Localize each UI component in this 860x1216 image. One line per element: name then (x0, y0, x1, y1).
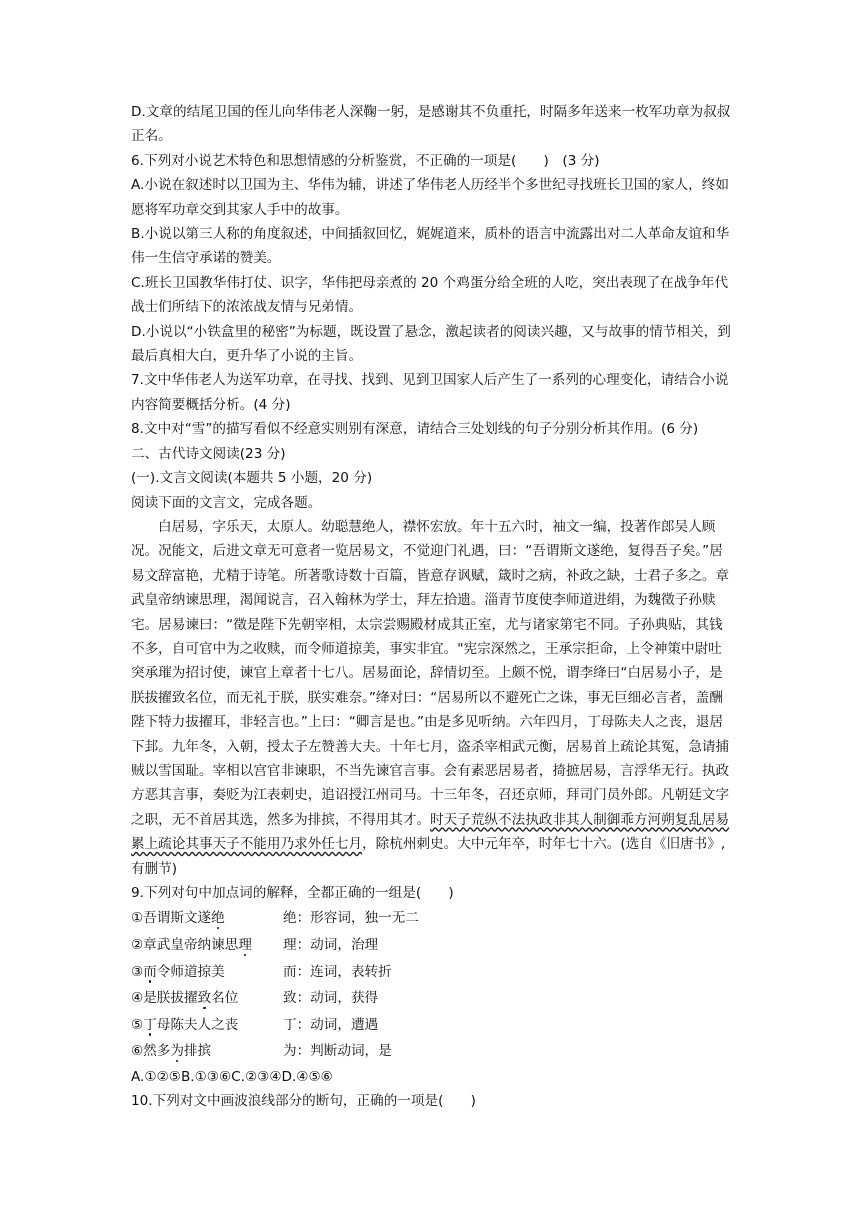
gloss: 致：动词，获得 (283, 990, 379, 1007)
question-8: 8.文中对“雪”的描写看似不经意实则别有深意，请结合三处划线的句子分别分析其作用。(6 分) (131, 421, 699, 438)
q9-options: A.①②⑤B.①③⑥C.②③④D.④⑤⑥ (131, 1068, 333, 1085)
gloss: 绝：形容词，独一无二 (283, 910, 419, 927)
list-item: ⑥然多为排摈 为：判断动词，是 (131, 1038, 731, 1065)
dotted-word: 绝 (211, 910, 225, 927)
list-item: ②章武皇帝纳谏思理 理：动词，治理 (131, 932, 731, 959)
option-d-q5: D.文章的结尾卫国的侄儿向华伟老人深鞠一躬，是感谢其不负重托，时隔多年送来一枚军功章为叔叔正名。 (131, 104, 731, 145)
question-10: 10.下列对文中画波浪线部分的断句，正确的一项是( ) (131, 1093, 476, 1110)
dotted-word: 理 (238, 937, 252, 953)
question-9: 9.下列对句中加点词的解释，全都正确的一组是( ) (131, 885, 454, 901)
gloss: 而：连词，表转折 (283, 963, 392, 980)
dotted-word: 而 (143, 963, 157, 980)
dotted-word: 致 (197, 990, 212, 1007)
list-item: ④是朕拔擢致名位 致：动词，获得 (131, 985, 731, 1012)
gloss: 理：动词，治理 (283, 937, 379, 953)
q6-option-c: C.班长卫国教华伟打仗、识字，华伟把母亲煮的 20 个鸡蛋分给全班的人吃，突出表现了在战争年代战士们所结下的浓浓战友情与兄弟情。 (131, 274, 729, 316)
question-7: 7.文中华伟老人为送军功章，在寻找、找到、见到卫国家人后产生了一系列的心理变化，请结合小说内容简要概括分析。(4 分) (131, 372, 729, 413)
list-item: ⑤丁母陈夫人之丧 丁：动词，遭遇 (131, 1012, 731, 1039)
page-content (131, 100, 731, 1114)
instructions: 阅读下面的文言文，完成各题。 (131, 494, 322, 511)
q9-item-list (131, 905, 731, 1065)
q6-option-b: B.小说以第三人称的角度叙述，中间插叙回忆，娓娓道来，质朴的语言中流露出对二人革命友谊和华伟一生信守承诺的赞美。 (131, 226, 730, 267)
dotted-word: 丁 (143, 1016, 157, 1033)
classical-passage (131, 515, 731, 881)
q6-option-d: D.小说以“小铁盒里的秘密”为标题，既设置了悬念，激起读者的阅读兴趣，又与故事的情节相关，到最后真相大白，更升华了小说的主旨。 (131, 323, 731, 365)
section-heading: 二、古代诗文阅读(23 分) (131, 445, 286, 462)
list-item: ③而令师道掠美 而：连词，表转折 (131, 959, 731, 986)
passage-tail: ，除杭州刺史。大中元年卒，时年七十六。(选自《旧唐书》,有删节) (131, 836, 726, 877)
gloss: 为：判断动词，是 (283, 1043, 392, 1060)
gloss: 丁：动词，遭遇 (283, 1016, 379, 1033)
list-item: ①吾谓斯文遂绝 绝：形容词，独一无二 (131, 905, 731, 932)
dotted-word: 为 (170, 1043, 184, 1060)
subsection-heading: (一).文言文阅读(本题共 5 小题，20 分) (131, 470, 373, 487)
passage-wavy-underlined: 时天子荒纵不法执政非其人制御乖方河朔复乱居易累上疏论其事天子不能用乃求外任七月 (131, 811, 730, 853)
question-6: 6.下列对小说艺术特色和思想情感的分析鉴赏，不正确的一项是( ) (3 分) (131, 152, 600, 169)
q6-option-a: A.小说在叙述时以卫国为主、华伟为辅，讲述了华伟老人历经半个多世纪寻找班长卫国的家人，终如愿将军功章交到其家人手中的故事。 (131, 177, 729, 218)
passage-main: 白居易，字乐天，太原人。幼聪慧绝人，襟怀宏放。年十五六时，袖文一编，投著作郎吴人顾况。况能文，后进文章无可意者一览居易文，不觉迎门礼遇，曰：“吾谓斯文遂绝，复得吾子矣。”居易文辞富艳，尤精于诗笔。所著歌诗数十百篇，皆意存讽赋，箴时之病，补政之缺，士君子多之。章武皇帝纳谏思理，渴闻说言，召入翰林为学士，拜左拾遗。淄青节度使李师道进绢，为魏徵子孙赎宅。居易谏曰：“徵是陛下先朝宰相，太宗尝赐殿材成其正室，尤与诸家第宅不同。子孙典贴，其钱不多，自可官中为之收赎，而令师道掠美，事实非宜。"宪宗深然之，王承宗拒命，上令神策中尉吐突承璀为招讨使，谏官上章者十七八。居易面论，辞情切至。上颇不悦，谓李绛曰“白居易小子，是朕拔擢致名位，而无礼于朕，朕实难奈。”绛对曰：“居易所以不避死亡之诛，事无巨细必言者，盖酬陛下特力拔擢耳，非轻言也。”上曰：“卿言是也。”由是多见听纳。六年四月，丁母陈夫人之丧，退居下邽。九年冬，入朝，授太子左赞善大夫。十年七月，盗杀宰相武元衡，居易首上疏论其冤，急请捕贼以雪国耻。宰相以宫官非谏职，不当先谏官言事。会有素恶居易者，掎摭居易，言浮华无行。执政方恶其言事，奏贬为江表刺史，追诏授江州司马。十三年冬，召还京师，拜司门员外郎。凡朝廷文字之职，无不首居其选，然多为排摈，不得用其才。 (131, 518, 730, 828)
